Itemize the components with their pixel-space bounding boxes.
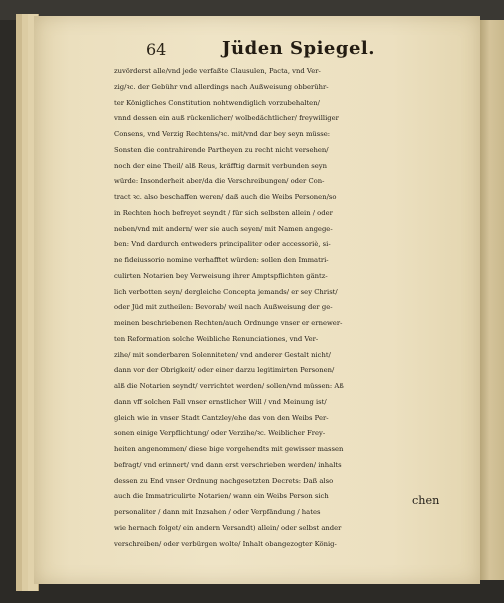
page-number: 64 — [146, 40, 167, 59]
text-line: meinen beschriebenen Rechten/auch Ordnunge vnser er ernewer- — [114, 319, 343, 327]
text-line: culirten Notarien bey Verweisung ihrer Amptspflichten gäntz- — [114, 271, 328, 280]
text-line: oder Jüd mit zutheilen: Bevorab/ weil nach Außweisung der ge- — [114, 303, 333, 312]
text-line: ter Königliches Constitution nohtwendiglich vorzubehalten/ — [114, 98, 320, 107]
text-line: dann vff solchen Fall vnser ernstlicher Will / vnd Meinung ist/ — [114, 397, 327, 406]
text-line: verschreiben/ oder verbürgen wolte/ Inhalt obangezogter König- — [114, 539, 337, 548]
body-text — [114, 64, 454, 552]
text-line: ten Reformation solche Weibliche Renunciationes, vnd Ver- — [114, 334, 319, 343]
text-line: personaliter / dann mit Inzsahen / oder Verpfändung / hates — [114, 508, 321, 516]
text-line: würde: Insonderheit aber/da die Verschreibungen/ oder Con- — [114, 177, 325, 186]
text-line: wie hernach folget/ ein andern Versandt) allein/ oder selbst ander — [114, 523, 342, 532]
text-line: ben: Vnd dardurch entweders principaliter oder accessoriè, si- — [114, 240, 331, 249]
text-line: zihe/ mit sonderbaren Solenniteten/ vnd anderer Gestalt nicht/ — [114, 350, 331, 359]
text-line: dessen zu End vnser Ordnung nachgesetzten Decrets: Daß also — [114, 476, 334, 485]
text-line: sonen einige Verpflichtung/ oder Verzihe/ꝛc. Weiblicher Frey- — [114, 429, 326, 438]
running-head: Jüden Spiegel. — [222, 38, 376, 59]
text-line: lich verbotten seyn/ dergleiche Concepta jemands/ er sey Christ/ — [114, 287, 338, 296]
text-line: befragt/ vnd erinnert/ vnd dann erst verschrieben werden/ inhalts — [114, 460, 342, 469]
text-line: dann vor der Obrigkeit/ oder einer darzu legitimirten Personen/ — [114, 366, 335, 375]
facing-page-edge — [480, 20, 504, 580]
text-line: alß die Notarien seyndt/ verrichtet werden/ sollen/vnd müssen: Aß — [114, 382, 344, 390]
text-line: zuvörderst alle/vnd jede verfaßte Clausulen, Pacta, vnd Ver- — [114, 67, 321, 75]
text-line: noch der eine Theil/ alß Reus, kräfftig darmit verbunden seyn — [114, 161, 328, 170]
text-line: Consens, vnd Verzig Rechtens/ꝛc. mit/vnd dar bey seyn müsse: — [114, 130, 331, 138]
catchword: chen — [412, 494, 440, 507]
text-line: auch die Immatriculirte Notarien/ wann ein Weibs Person sich — [114, 492, 329, 501]
text-line: ne fideiussorio nomine verhafftet würden: sollen den Immatri- — [114, 256, 329, 264]
text-line: Sonsten die contrahirende Partheyen zu recht nicht versehen/ — [114, 145, 329, 154]
text-line: vnnd dessen ein auß rückenlicher/ wolbedächtlicher/ freywilliger — [114, 114, 339, 123]
text-line: gleich wie in vnser Stadt Cantzley/ehe das von den Weibs Per- — [114, 413, 329, 422]
text-line: heiten angenommen/ diese bige vorgehendts mit gewisser massen — [114, 445, 344, 453]
text-line: in Rechten hoch befreyet seyndt / für sich selbsten allein / oder — [114, 208, 333, 217]
text-line: zig/ꝛc. der Gebühr vnd allerdings nach Außweisung obberühr- — [114, 82, 329, 91]
text-line: neben/vnd mit andern/ wer sie auch seyen/ mit Namen angege- — [114, 224, 333, 233]
text-line: tract ꝛc. also beschaffen weren/ daß auch die Weibs Personen/so — [114, 193, 337, 201]
